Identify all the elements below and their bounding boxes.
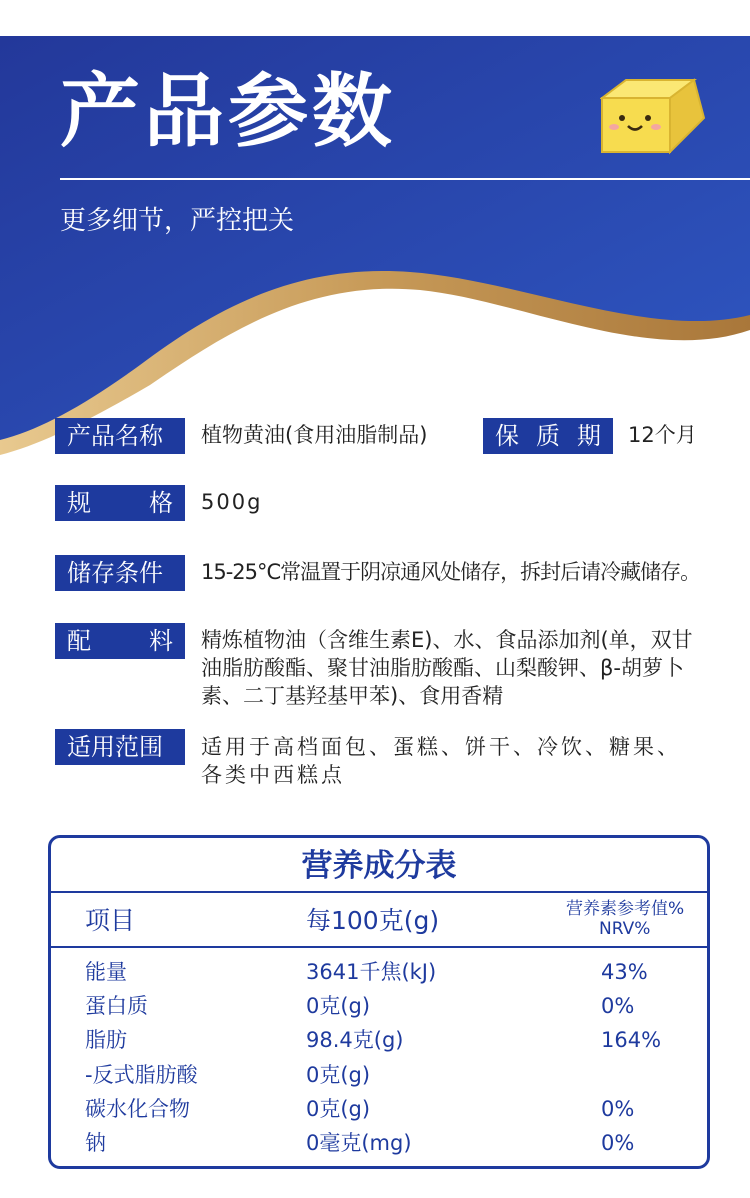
value-ingredients-line-1: 精炼植物油（含维生素E)、水、食品添加剂(单，双甘: [201, 628, 693, 652]
row-trans-fat-item: -反式脂肪酸: [85, 1063, 198, 1087]
row-fat-item: 脂肪: [85, 1028, 127, 1052]
value-ingredients-line-3: 素、二丁基羟基甲苯)、食用香精: [201, 684, 504, 708]
label-usage: [55, 729, 185, 765]
label-spec: [55, 485, 185, 521]
row-fat-nrv: 164%: [601, 1028, 662, 1052]
nutrition-table-title: 营养成分表: [301, 848, 457, 884]
row-fat-amount: 98.4克(g): [306, 1028, 404, 1052]
value-usage-line-2: 各类中西糕点: [201, 763, 345, 787]
row-protein-item: 蛋白质: [85, 994, 148, 1018]
value-usage-line-1: 适用于高档面包、蛋糕、饼干、冷饮、糖果、: [201, 735, 681, 759]
nutrition-header-divider: [51, 946, 707, 948]
row-carbs-nrv: 0%: [601, 1097, 635, 1121]
nutrition-title-divider: [51, 891, 707, 893]
row-carbs-item: 碳水化合物: [85, 1097, 190, 1121]
row-protein-amount: 0克(g): [306, 994, 371, 1018]
row-trans-fat-amount: 0克(g): [306, 1063, 371, 1087]
row-sodium-nrv: 0%: [601, 1131, 635, 1155]
value-spec: 500g: [201, 490, 263, 514]
butter-mascot-icon: [600, 78, 708, 156]
value-ingredients-line-2: 油脂肪酸酯、聚甘油脂肪酸酯、山梨酸钾、β-胡萝卜: [201, 656, 684, 680]
label-storage-text: 储存条件: [67, 559, 163, 587]
value-shelf-life: 12个月: [628, 423, 697, 447]
row-energy-item: 能量: [85, 960, 127, 984]
row-energy-nrv: 43%: [601, 960, 648, 984]
page-subtitle: 更多细节，严控把关: [60, 206, 295, 236]
label-storage: [55, 555, 185, 591]
label-shelf-life-char-1: 保: [495, 422, 519, 450]
label-product-name: [55, 418, 185, 454]
row-sodium-amount: 0毫克(mg): [306, 1131, 412, 1155]
label-ingredients-char-2: 料: [149, 627, 173, 655]
nutrition-table: [48, 835, 710, 1169]
row-energy-amount: 3641千焦(kJ): [306, 960, 437, 984]
page-title: 产品参数: [60, 65, 396, 158]
label-spec-char-2: 格: [149, 489, 173, 517]
label-shelf-life-char-2: 质: [536, 422, 560, 450]
header-nrv-line-1: 营养素参考值%: [566, 899, 685, 919]
row-carbs-amount: 0克(g): [306, 1097, 371, 1121]
label-shelf-life: [483, 418, 613, 454]
row-sodium-item: 钠: [85, 1131, 106, 1155]
header-per100: 每100克(g): [306, 906, 440, 935]
title-divider: [60, 178, 750, 180]
label-shelf-life-char-3: 期: [577, 422, 601, 450]
header-item: 项目: [85, 906, 136, 935]
value-product-name: 植物黄油(食用油脂制品): [201, 423, 428, 447]
label-spec-char-1: 规: [67, 489, 91, 517]
header-nrv-line-2: NRV%: [599, 919, 651, 939]
label-ingredients: [55, 623, 185, 659]
label-usage-text: 适用范围: [67, 733, 163, 761]
value-storage: 15-25°C常温置于阴凉通风处储存，拆封后请冷藏储存。: [201, 560, 701, 584]
label-product-name-text: 产品名称: [67, 422, 163, 450]
label-ingredients-char-1: 配: [67, 627, 91, 655]
row-protein-nrv: 0%: [601, 994, 635, 1018]
